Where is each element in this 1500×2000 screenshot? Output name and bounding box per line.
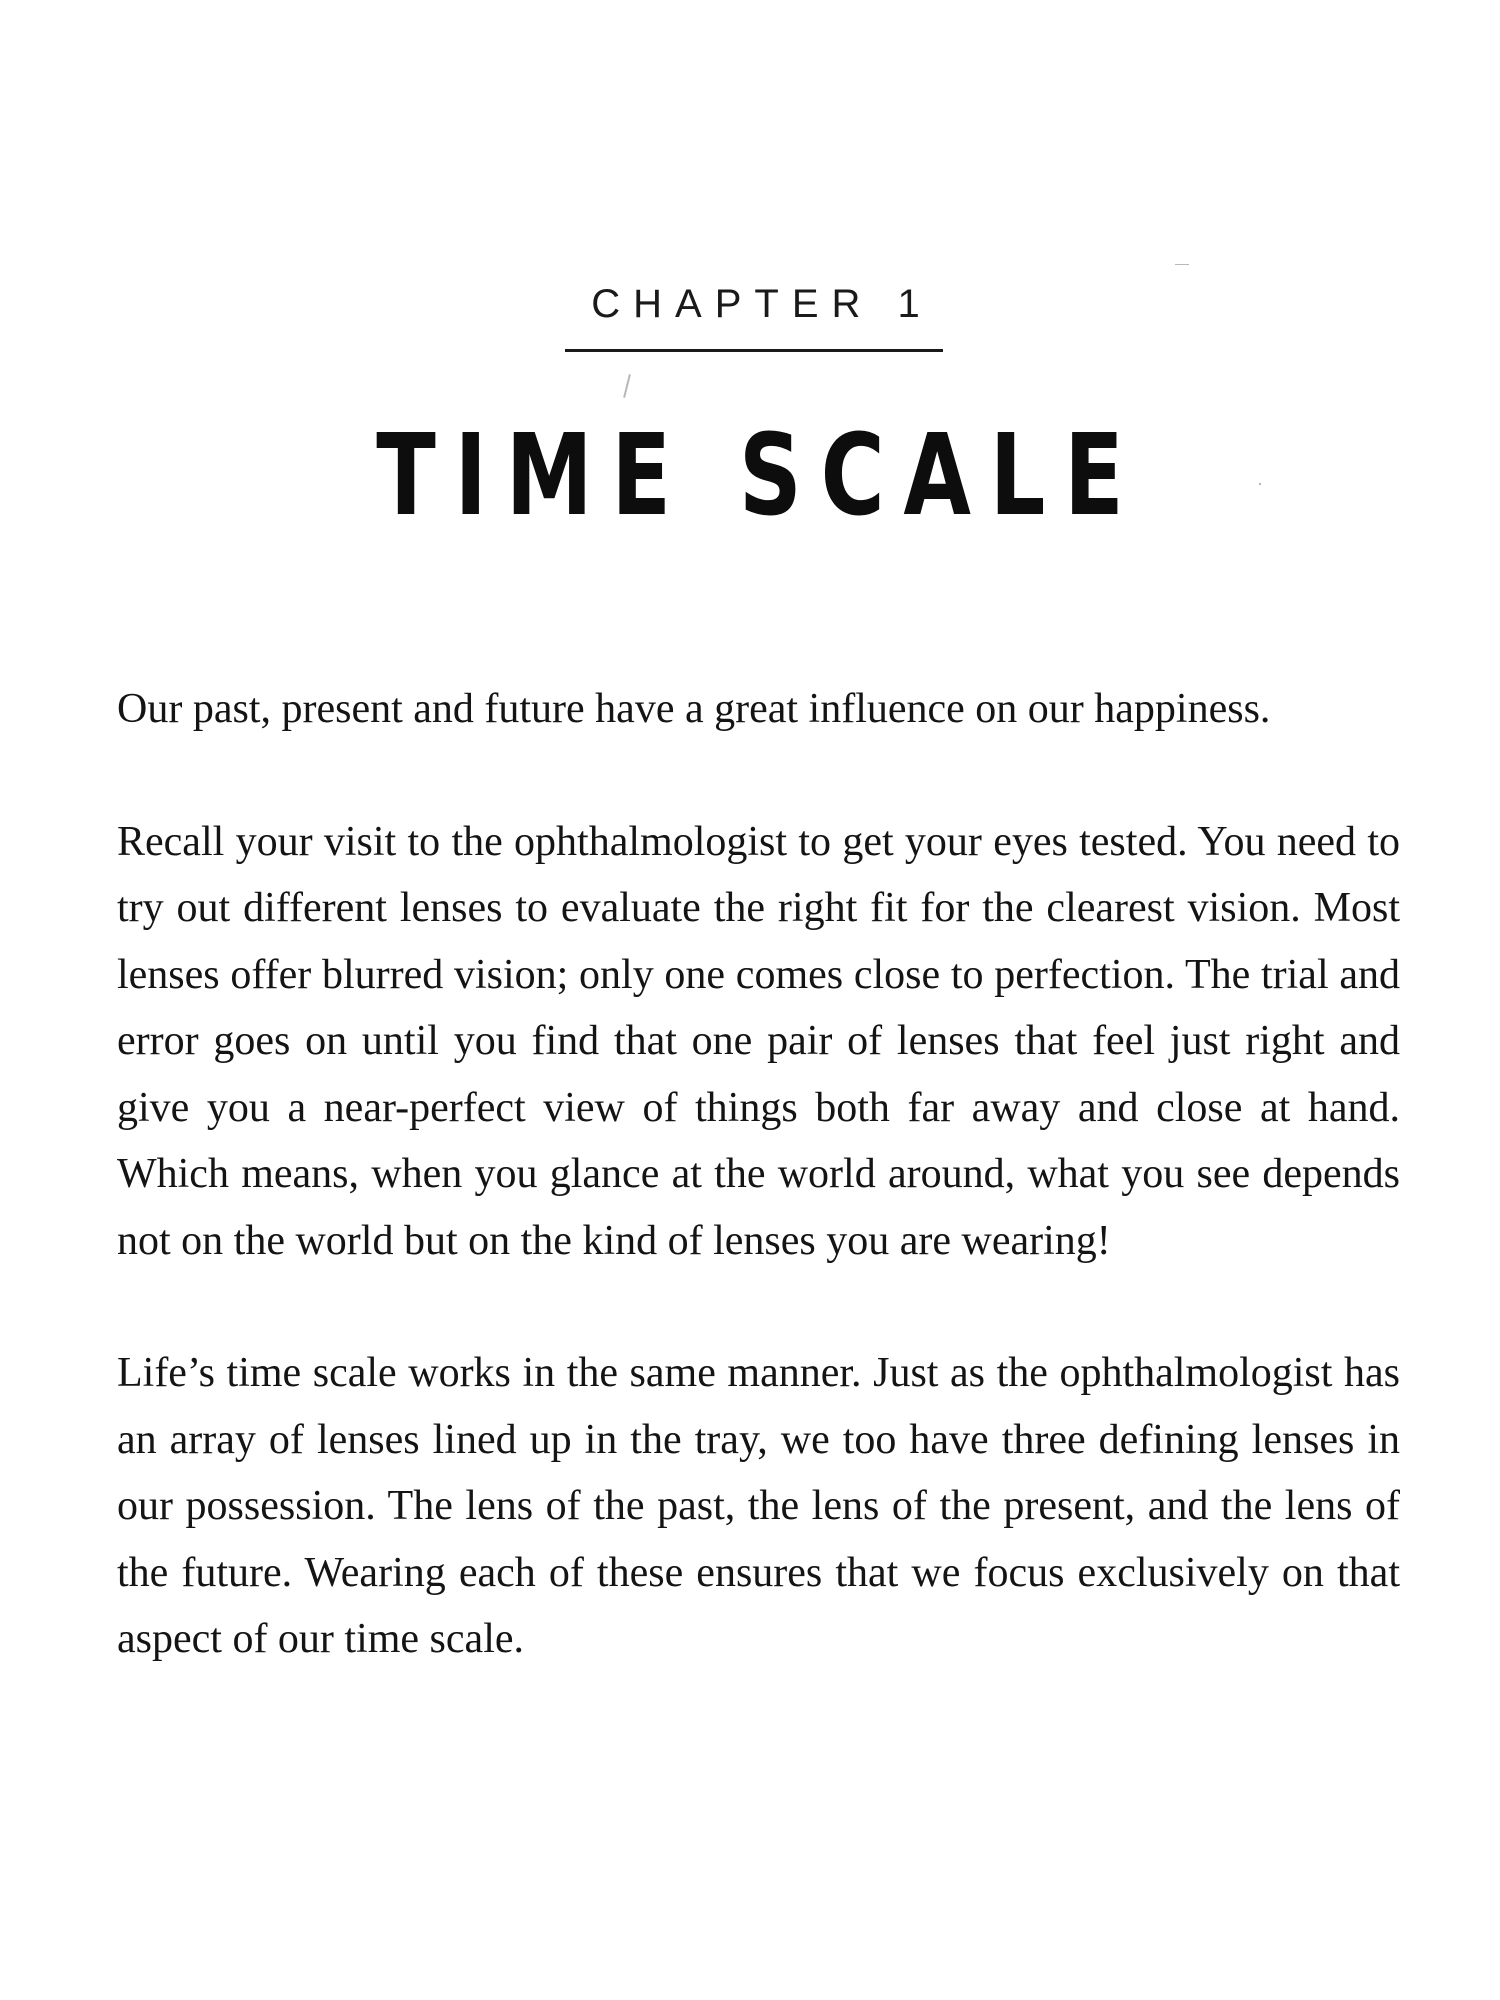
chapter-body xyxy=(117,676,1400,1673)
paragraph-1: Our past, present and future have a great influence on our happiness. xyxy=(117,686,1271,732)
paragraph-2: Recall your visit to the ophthalmologist to get your eyes tested. You need to try out different lenses to evaluate the right fit for the clearest vision. Most lenses offer blurred vision; only one comes close to perfection. The trial and error goes on until you find that one pair of lenses that feel just right and give you a near-perfect view of things both far away and close at hand. Which means, when you glance at the world around, what you see depends not on the world but on the kind of lenses you are wearing! xyxy=(117,818,1400,1264)
chapter-title: TIME SCALE xyxy=(376,411,1143,541)
paragraph-3: Life’s time scale works in the same manner. Just as the ophthalmologist has an array of lenses lined up in the tray, we too have three defining lenses in our possession. The lens of the past, the lens of the present, and the lens of the future. Wearing each of these ensures that we focus exclusively on that aspect of our time scale. xyxy=(117,1350,1400,1662)
chapter-label: CHAPTER 1 xyxy=(591,282,933,326)
scan-speck xyxy=(1175,264,1189,265)
scan-speck xyxy=(623,374,631,398)
scan-speck xyxy=(1259,483,1261,485)
chapter-divider xyxy=(565,349,943,352)
